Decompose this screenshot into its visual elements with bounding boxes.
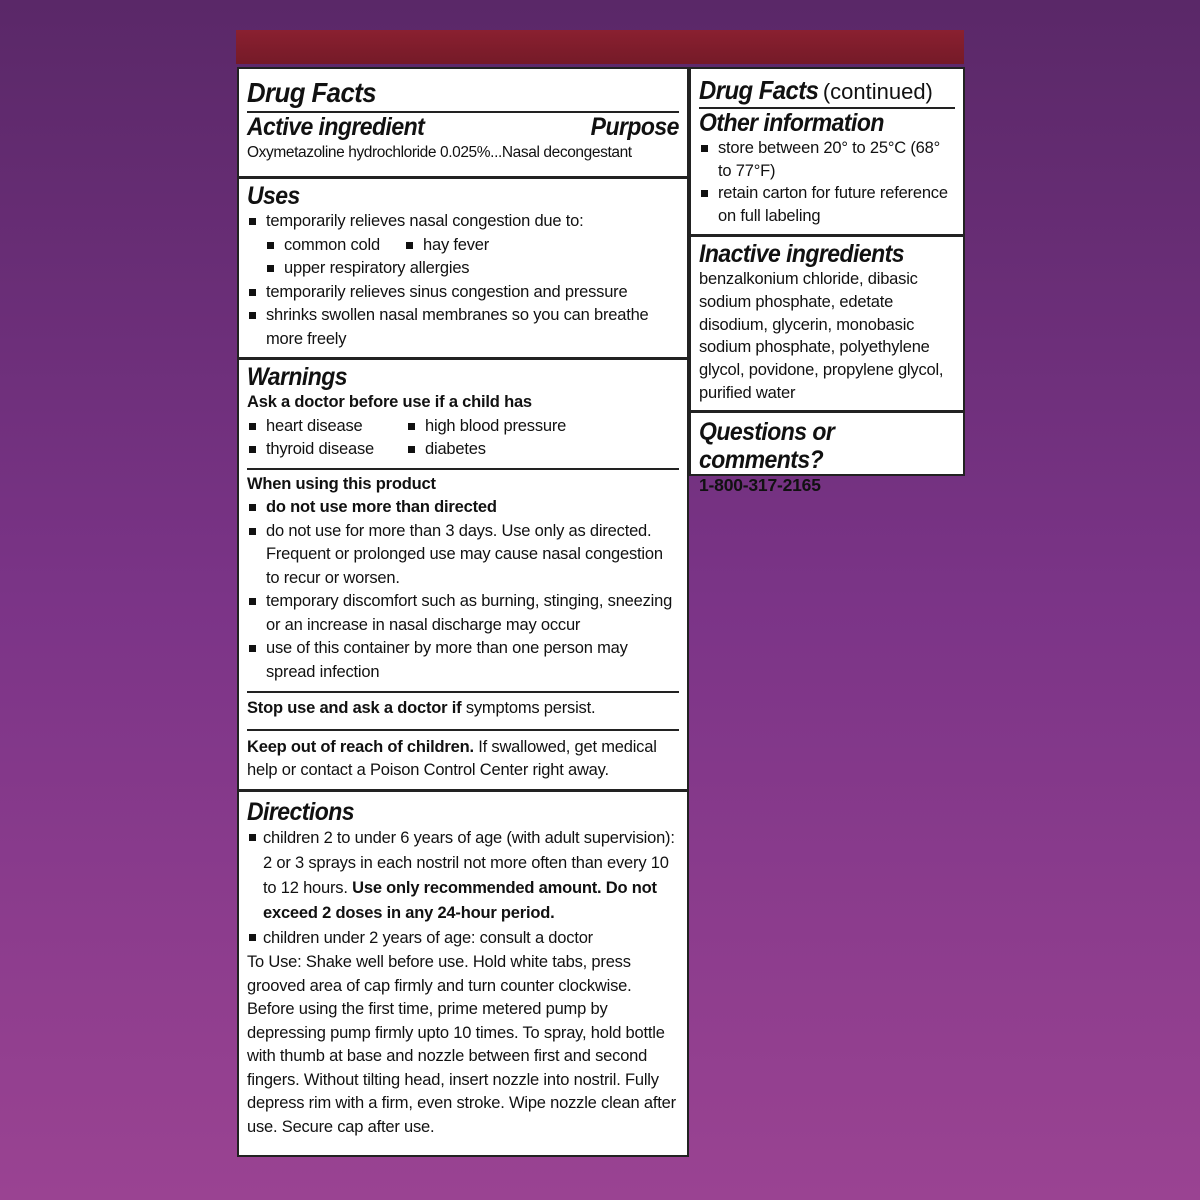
list-item: shrinks swollen nasal membranes so you can breathe more freely — [247, 304, 679, 351]
ask-doctor-heading: Ask a doctor before use if a child has — [247, 393, 532, 411]
keep-out-bold: Keep out of reach of children. — [247, 737, 474, 756]
list-item: heart disease — [247, 415, 406, 439]
ingredient-dots: ... — [490, 144, 502, 162]
list-item: temporarily relieves sinus congestion and pressure — [247, 281, 679, 305]
continued-title-row — [699, 76, 955, 107]
list-item: do not use more than directed — [247, 496, 679, 520]
active-heading-row — [247, 111, 679, 141]
uses-list-2 — [247, 281, 679, 352]
active-ingredient-section — [239, 69, 687, 179]
header-color-band — [236, 30, 964, 64]
directions-section — [239, 792, 687, 1159]
uses-list — [247, 210, 679, 234]
uses-sub-list — [247, 234, 679, 258]
list-item: retain carton for future reference on full labeling — [699, 182, 955, 227]
uses-section — [239, 179, 687, 360]
questions-heading: Questions or comments? — [699, 418, 835, 474]
active-ingredient-line — [247, 141, 679, 165]
warnings-heading: Warnings — [247, 363, 347, 391]
other-info-block — [699, 107, 955, 227]
directions-list — [247, 826, 679, 951]
when-using-block — [247, 468, 679, 692]
other-information-heading: Other information — [699, 109, 884, 138]
drug-facts-title: Drug Facts — [247, 77, 377, 108]
list-item — [247, 826, 679, 926]
uses-sub-list-2 — [247, 257, 679, 281]
conditions-row-2 — [247, 438, 679, 468]
ingredient-purpose: Nasal decongestant — [501, 144, 632, 162]
list-item: temporarily relieves nasal congestion due to: — [247, 210, 679, 234]
list-item: use of this container by more than one person may spread infection — [247, 637, 679, 684]
uses-heading: Uses — [247, 182, 300, 210]
keep-out-line — [247, 729, 679, 783]
list-item: children under 2 years of age: consult a doctor — [247, 926, 679, 951]
when-using-heading: When using this product — [247, 474, 436, 493]
directions-item-bold: Use only recommended amount. Do not exceed 2 doses in any 24-hour period. — [263, 879, 657, 922]
drug-facts-panel — [237, 67, 689, 1157]
inactive-ingredients-text: benzalkonium chloride, dibasic sodium phosphate, edetate disodium, glycerin, monobasic sodium phosphate, polyethylene glycol, povidone, propylene glycol, purified water — [699, 270, 944, 402]
directions-heading: Directions — [247, 798, 354, 826]
list-item: hay fever — [404, 234, 489, 258]
questions-section — [691, 413, 963, 495]
continued-label: (continued) — [822, 79, 933, 104]
stop-use-bold: Stop use and ask a doctor if — [247, 699, 462, 717]
purpose-heading: Purpose — [590, 113, 679, 142]
list-item: diabetes — [406, 438, 486, 462]
inactive-ingredients-section — [691, 237, 963, 413]
list-item: do not use for more than 3 days. Use only as directed. Frequent or prolonged use may cause nasal congestion to recur or worsen. — [247, 520, 679, 591]
to-use-text: To Use: Shake well before use. Hold white tabs, press grooved area of cap firmly and turn counter clockwise. Before using the first time, prime metered pump by depressing pump firmly upto 10 times. To spray, hold bottle with thumb at base and nozzle between first and second fingers. Without tilting head, insert nozzle into nostril. Fully depress rim with a firm, even stroke. Wipe nozzle clean after use. Secure cap after use. — [247, 953, 676, 1136]
list-item: common cold — [265, 234, 404, 258]
drug-facts-continued-panel — [689, 67, 965, 495]
active-ingredient-heading: Active ingredient — [247, 113, 425, 142]
when-using-list — [247, 496, 679, 684]
stop-use-text: symptoms persist. — [461, 699, 596, 717]
stop-use-line — [247, 691, 679, 729]
phone-number: 1-800-317-2165 — [699, 475, 821, 495]
other-info-list — [699, 137, 955, 227]
warnings-section — [239, 360, 687, 792]
list-item: temporary discomfort such as burning, stinging, sneezing or an increase in nasal discharge may occur — [247, 590, 679, 637]
directions-item-text: children 2 to under 6 years of age (with adult supervision): 2 or 3 sprays in each nostril not more often than every 10 to 12 hours. — [263, 829, 675, 897]
list-item: store between 20° to 25°C (68° to 77°F) — [699, 137, 955, 182]
continued-title: Drug Facts — [699, 75, 819, 105]
list-item: thyroid disease — [247, 438, 406, 462]
inactive-ingredients-heading: Inactive ingredients — [699, 240, 904, 268]
ingredient-name: Oxymetazoline hydrochloride 0.025% — [247, 144, 491, 162]
other-information-section — [691, 69, 963, 237]
list-item: upper respiratory allergies — [265, 257, 679, 281]
keep-out-text: If swallowed, get medical help or contact a Poison Control Center right away. — [247, 737, 657, 779]
list-item: high blood pressure — [406, 415, 566, 439]
conditions-row-1 — [247, 415, 679, 439]
